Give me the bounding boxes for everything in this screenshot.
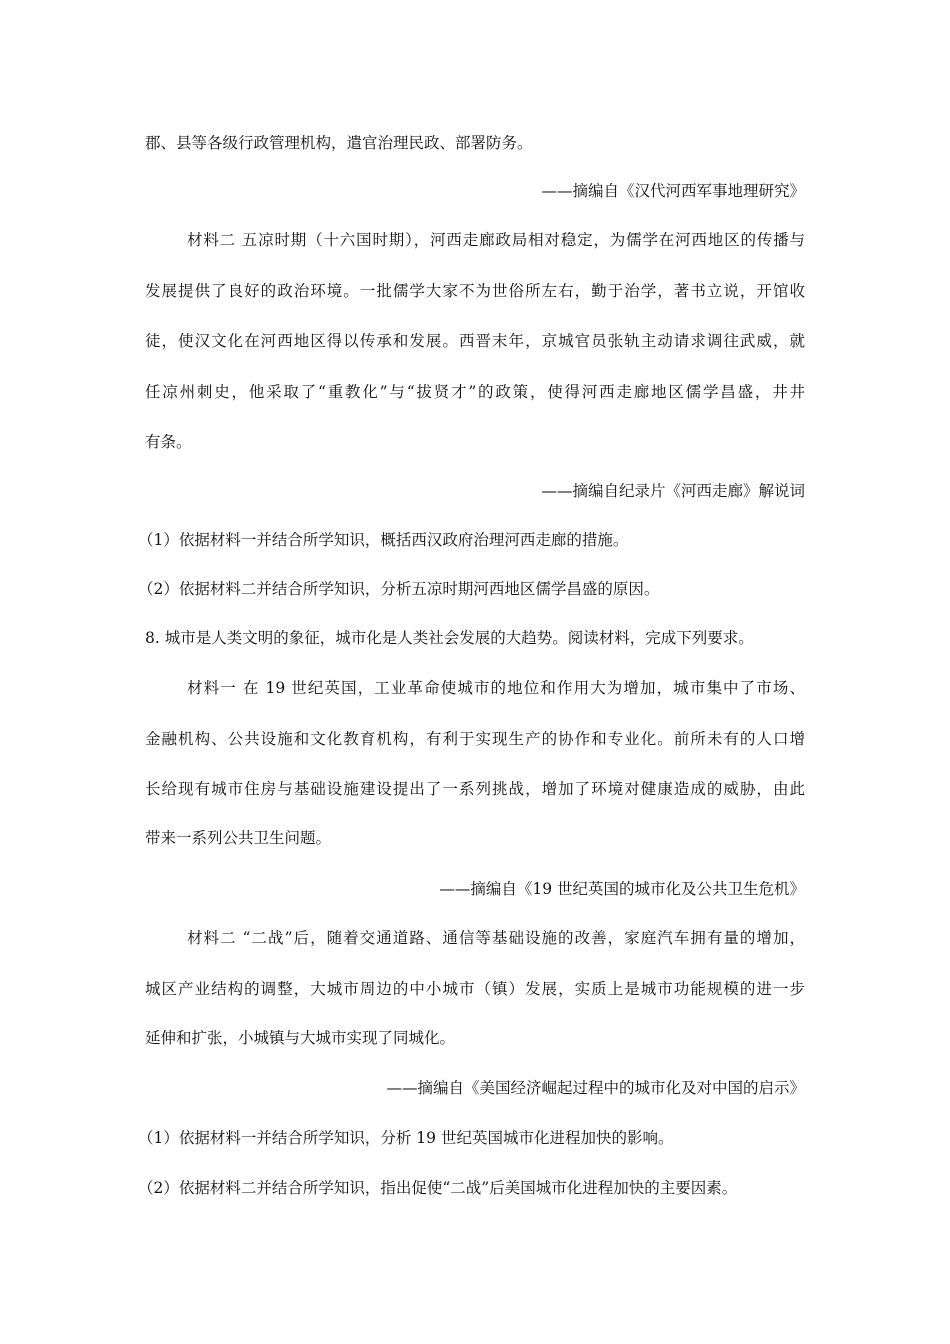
text-line: 发展提供了良好的政治环境。一批儒学大家不为世俗所左右，勤于治学，著书立说，开馆收 — [145, 282, 805, 300]
text-line: 带来一系列公共卫生问题。 — [145, 829, 332, 847]
text-line: 金融机构、公共设施和文化教育机构，有利于实现生产的协作和专业化。前所未有的人口增 — [145, 730, 805, 748]
text-line: 材料二 “二战”后，随着交通道路、通信等基础设施的改善，家庭汽车拥有量的增加， — [187, 929, 805, 947]
question-heading: 8. 城市是人类文明的象征，城市化是人类社会发展的大趋势。阅读材料，完成下列要求。 — [145, 629, 754, 647]
text-line: 任凉州刺史，他采取了“重教化”与“拔贤才”的政策，使得河西走廊地区儒学昌盛，井井 — [145, 383, 805, 401]
text-line: 延伸和扩张，小城镇与大城市实现了同城化。 — [145, 1029, 456, 1047]
text-line: 材料一 在 19 世纪英国，工业革命使城市的地位和作用大为增加，城市集中了市场、 — [187, 679, 805, 697]
text-line: 长给现有城市住房与基础设施建设提出了一系列挑战，增加了环境对健康造成的威胁，由此 — [145, 780, 805, 798]
source-citation: ——摘编自纪录片《河西走廊》解说词 — [541, 482, 805, 500]
question-item: （2）依据材料二并结合所学知识，分析五凉时期河西地区儒学昌盛的原因。 — [138, 580, 660, 598]
text-line: 郡、县等各级行政管理机构，遣官治理民政、部署防务。 — [145, 134, 533, 152]
text-line: 材料二 五凉时期（十六国时期），河西走廊政局相对稳定，为儒学在河西地区的传播与 — [187, 231, 805, 249]
source-citation: ——摘编自《汉代河西军事地理研究》 — [541, 182, 805, 200]
text-line: 徒，使汉文化在河西地区得以传承和发展。西晋末年，京城官员张轨主动请求调往武威，就 — [145, 332, 805, 350]
source-citation: ——摘编自《美国经济崛起过程中的城市化及对中国的启示》 — [386, 1079, 805, 1097]
question-item: （2）依据材料二并结合所学知识，指出促使“二战”后美国城市化进程加快的主要因素。 — [138, 1179, 738, 1197]
question-item: （1）依据材料一并结合所学知识，分析 19 世纪英国城市化进程加快的影响。 — [138, 1129, 674, 1147]
question-item: （1）依据材料一并结合所学知识，概括西汉政府治理河西走廊的措施。 — [138, 531, 629, 549]
text-line: 城区产业结构的调整，大城市周边的中小城市（镇）发展，实质上是城市功能规模的进一步 — [145, 980, 805, 998]
text-line: 有条。 — [145, 433, 192, 451]
source-citation: ——摘编自《19 世纪英国的城市化及公共卫生危机》 — [439, 880, 805, 898]
